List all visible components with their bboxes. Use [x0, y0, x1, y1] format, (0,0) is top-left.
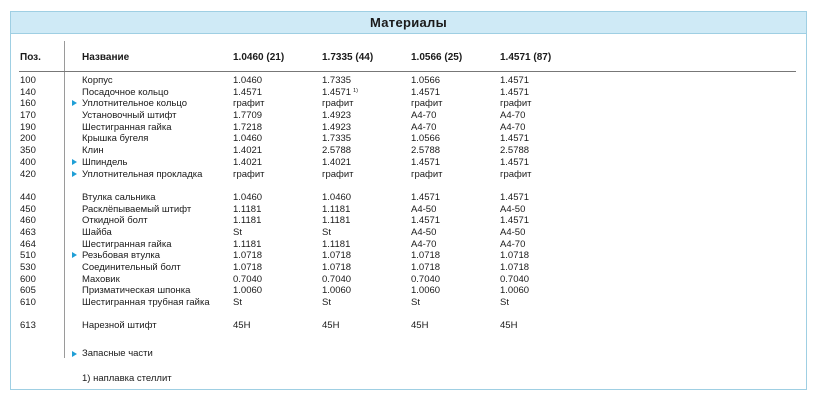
row-material-2: 1.0718: [322, 250, 352, 262]
table-title: Материалы: [11, 12, 806, 34]
table-row: [11, 157, 806, 169]
materials-table-frame: [10, 11, 807, 390]
table-body: [11, 75, 806, 332]
row-name: Шестигранная трубная гайка: [82, 297, 210, 309]
table-row: [11, 122, 806, 134]
row-material-4: 1.4571: [500, 191, 530, 203]
spare-part-marker-icon: [72, 159, 77, 165]
row-material-1: 1.1181: [233, 215, 262, 227]
row-name: Шестигранная гайка: [82, 121, 172, 133]
row-position: 420: [20, 168, 36, 180]
header-name: Название: [82, 52, 130, 63]
row-material-1: St: [233, 297, 242, 309]
row-material-4: 0.7040: [500, 273, 530, 285]
row-material-2: 0.7040: [322, 273, 352, 285]
row-position: 190: [20, 121, 36, 133]
row-material-3: 1.0060: [411, 285, 441, 297]
row-material-2: St: [322, 297, 331, 309]
row-name: Откидной болт: [82, 215, 148, 227]
row-material-2: графит: [322, 168, 354, 180]
row-material-1: 1.4021: [233, 145, 263, 157]
row-material-4: 1.4571: [500, 156, 530, 168]
table-row: [11, 320, 806, 332]
row-material-1: St: [233, 226, 242, 238]
row-material-2: 2.5788: [322, 145, 352, 157]
row-material-4: графит: [500, 168, 532, 180]
row-name: Соединительный болт: [82, 262, 181, 274]
spare-part-marker-icon: [72, 100, 77, 106]
table-row: [11, 285, 806, 297]
row-material-3: 0.7040: [411, 273, 441, 285]
row-material-3: 1.4571: [411, 191, 441, 203]
row-material-1: 1.0718: [233, 262, 263, 274]
row-position: 100: [20, 75, 36, 86]
header-divider: [19, 71, 796, 72]
row-material-3: A4-70: [411, 121, 437, 133]
header-pos: Поз.: [20, 52, 41, 63]
row-name: Шестигранная гайка: [82, 238, 172, 250]
row-material-3: 1.0566: [411, 133, 441, 145]
row-material-1: 1.0060: [233, 285, 263, 297]
row-name: Корпус: [82, 75, 113, 86]
row-material-1: 1.1181: [233, 238, 262, 250]
table-row: [11, 133, 806, 145]
table-row: [11, 145, 806, 157]
table-row: [11, 227, 806, 239]
row-material-3: A4-50: [411, 203, 437, 215]
row-material-3: A4-70: [411, 110, 437, 122]
table-row: [11, 87, 806, 99]
row-name: Уплотнительное кольцо: [82, 98, 187, 110]
row-material-4: A4-70: [500, 238, 526, 250]
row-material-4: A4-50: [500, 203, 526, 215]
row-material-1: 1.0718: [233, 250, 263, 262]
row-material-2: графит: [322, 98, 354, 110]
row-name: Резьбовая втулка: [82, 250, 161, 262]
row-material-3: графит: [411, 168, 443, 180]
row-material-4: 1.4571: [500, 133, 530, 145]
table-row: [11, 239, 806, 251]
row-position: 463: [20, 226, 36, 238]
table-row: [11, 250, 806, 262]
row-material-2: 1.7335: [322, 133, 352, 145]
row-name: Посадочное кольцо: [82, 86, 169, 98]
row-name: Расклёпываемый штифт: [82, 203, 192, 215]
row-material-1: 45H: [233, 320, 251, 332]
row-material-4: A4-70: [500, 121, 526, 133]
row-material-1: 1.0460: [233, 191, 263, 203]
row-material-4: A4-50: [500, 226, 526, 238]
row-material-2: 1.4923: [322, 110, 352, 122]
row-name: Уплотнительная прокладка: [82, 168, 203, 180]
row-name: Крышка бугеля: [82, 133, 149, 145]
row-material-4: 1.0718: [500, 262, 530, 274]
row-position: 160: [20, 98, 36, 110]
row-position: 140: [20, 86, 36, 98]
row-material-2: 1.4923: [322, 121, 352, 133]
row-material-1: 1.1181: [233, 203, 262, 215]
spare-parts-legend: Запасные части: [82, 348, 153, 359]
row-name: Нарезной штифт: [82, 320, 157, 332]
row-position: 610: [20, 297, 36, 309]
row-material-1: 1.4021: [233, 156, 263, 168]
row-material-4: 2.5788: [500, 145, 530, 157]
row-position: 613: [20, 320, 36, 332]
row-position: 600: [20, 273, 36, 285]
row-material-3: A4-50: [411, 226, 437, 238]
spare-part-marker-icon: [72, 351, 77, 357]
row-material-3: 1.0718: [411, 250, 441, 262]
row-material-4: 1.4571: [500, 75, 530, 86]
row-name: Шайба: [82, 226, 112, 238]
row-material-2: St: [322, 226, 331, 238]
row-material-1: 1.0460: [233, 133, 263, 145]
row-name: Клин: [82, 145, 104, 157]
row-material-2: 1.1181: [322, 203, 351, 215]
table-row: [11, 297, 806, 320]
row-material-1: 1.7218: [233, 121, 263, 133]
row-material-2: 1.7335: [322, 75, 352, 86]
row-material-4: 45H: [500, 320, 518, 332]
row-material-4: A4-70: [500, 110, 526, 122]
row-material-2: 1.0718: [322, 262, 352, 274]
row-material-3: 1.4571: [411, 215, 441, 227]
row-material-3: St: [411, 297, 420, 309]
row-material-1: графит: [233, 98, 265, 110]
row-name: Втулка сальника: [82, 191, 156, 203]
row-material-1: 0.7040: [233, 273, 263, 285]
row-position: 400: [20, 156, 36, 168]
row-position: 605: [20, 285, 36, 297]
row-position: 170: [20, 110, 36, 122]
row-position: 510: [20, 250, 36, 262]
row-material-4: 1.4571: [500, 215, 530, 227]
row-position: 464: [20, 238, 36, 250]
table-row: [11, 262, 806, 274]
row-name: Маховик: [82, 273, 120, 285]
footnote-marker: 1): [353, 87, 358, 94]
row-material-2: 1.4571 $^{1)}$: [322, 86, 358, 98]
row-position: 440: [20, 191, 36, 203]
row-material-4: 1.0060: [500, 285, 530, 297]
row-material-3: 45H: [411, 320, 429, 332]
table-row: [11, 98, 806, 110]
spare-part-marker-icon: [72, 171, 77, 177]
table-row: [11, 215, 806, 227]
row-material-3: 1.0718: [411, 262, 441, 274]
row-material-1: 1.4571: [233, 86, 263, 98]
row-material-4: St: [500, 297, 509, 309]
row-material-3: графит: [411, 98, 443, 110]
row-material-1: 1.0460: [233, 75, 263, 86]
row-name: Призматическая шпонка: [82, 285, 191, 297]
row-material-4: графит: [500, 98, 532, 110]
row-name: Установочный штифт: [82, 110, 177, 122]
row-material-3: 1.4571: [411, 156, 441, 168]
row-material-2: 1.0460: [322, 191, 352, 203]
row-material-1: 1.7709: [233, 110, 263, 122]
header-material-2: 1.7335 (44): [322, 52, 374, 63]
spare-part-marker-icon: [72, 252, 77, 258]
row-material-4: 1.4571: [500, 86, 530, 98]
row-position: 460: [20, 215, 36, 227]
row-material-2: 1.1181: [322, 238, 351, 250]
row-material-3: 2.5788: [411, 145, 441, 157]
header-material-1: 1.0460 (21): [233, 52, 285, 63]
row-material-3: A4-70: [411, 238, 437, 250]
table-row: [11, 274, 806, 286]
row-material-4: 1.0718: [500, 250, 530, 262]
row-position: 350: [20, 145, 36, 157]
row-material-2: 1.0060: [322, 285, 352, 297]
table-row: [11, 75, 806, 87]
table-row: [11, 192, 806, 204]
footnote: 1) наплавка стеллит: [82, 373, 172, 384]
table-row: [11, 204, 806, 216]
table-row: [11, 169, 806, 192]
row-material-3: 1.0566: [411, 75, 441, 86]
row-material-2: 45H: [322, 320, 340, 332]
row-material-3: 1.4571: [411, 86, 441, 98]
header-material-4: 1.4571 (87): [500, 52, 552, 63]
header-material-3: 1.0566 (25): [411, 52, 463, 63]
row-material-1: графит: [233, 168, 265, 180]
row-material-2: 1.1181: [322, 215, 351, 227]
row-material-2: 1.4021: [322, 156, 352, 168]
row-position: 200: [20, 133, 36, 145]
table-row: [11, 110, 806, 122]
row-name: Шпиндель: [82, 156, 128, 168]
row-position: 450: [20, 203, 36, 215]
row-position: 530: [20, 262, 36, 274]
